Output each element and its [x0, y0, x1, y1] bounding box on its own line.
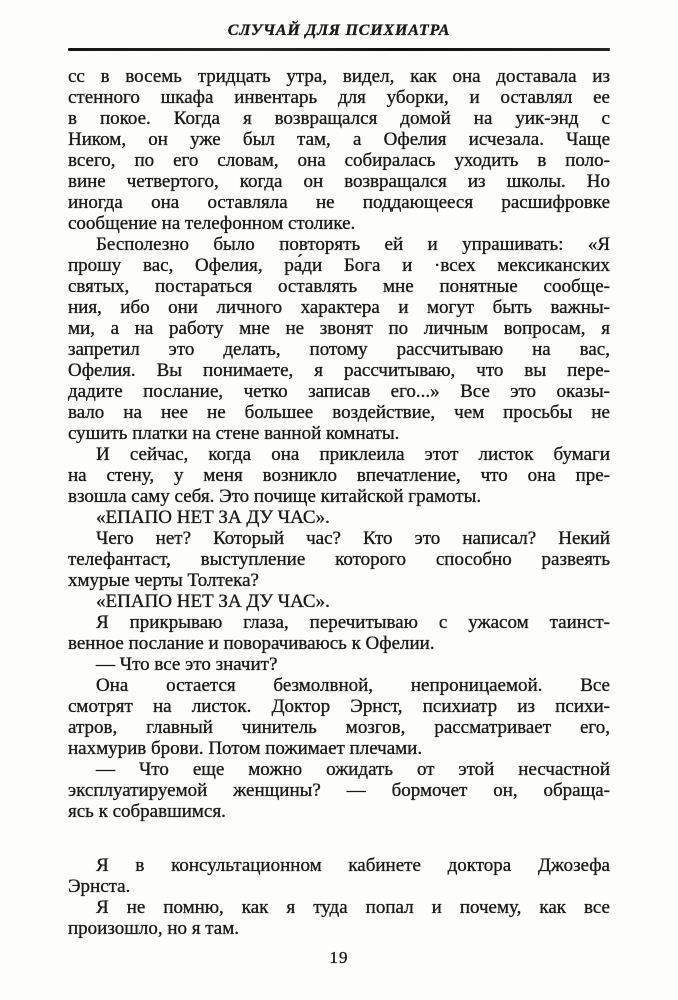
- text-line: «ЕПАПО НЕТ ЗА ДУ ЧАС».: [96, 507, 330, 528]
- text-line: Чего нет? Который час? Кто это написал? Некий: [96, 528, 610, 549]
- text-line: Офелия. Вы понимаете, я рассчитываю, что вы пере-: [68, 360, 610, 381]
- text-line: «ЕПАПО НЕТ ЗА ДУ ЧАС».: [96, 591, 330, 612]
- text-line: взошла саму себя. Это почище китайской грамоты.: [68, 486, 482, 507]
- text-line: смотрят на листок. Доктор Эрнст, психиатр из психи-: [68, 696, 610, 717]
- text-line: — Что еще можно ожидать от этой несчастной: [96, 759, 610, 780]
- text-line: ясь к собравшимся.: [68, 801, 226, 822]
- text-line: вало на нее не большее воздействие, чем просьбы не: [68, 402, 610, 423]
- text-line: дадите послание, четко записав его...» Все это оказы-: [68, 381, 610, 402]
- text-line: телефантаст, выступление которого способно развеять: [68, 549, 610, 570]
- text-line: венное послание и поворачиваюсь к Офелии.: [68, 633, 435, 654]
- text-line: всего, по его словам, она собиралась уходить в поло-: [68, 150, 610, 171]
- text-line: иногда она оставляла не поддающееся расшифровке: [68, 192, 610, 213]
- text-line: произошло, но я там.: [68, 918, 239, 939]
- text-line: прошу вас, Офелия, ра́ди Бога и ·всех мексиканских: [68, 255, 610, 276]
- text-line: сс в восемь тридцать утра, видел, как она доставала из: [68, 66, 610, 87]
- text-line: стенного шкафа инвентарь для уборки, и оставлял ее: [68, 87, 610, 108]
- text-line: Эрнста.: [68, 876, 131, 897]
- text-line: сообщение на телефонном столике.: [68, 213, 356, 234]
- text-line: сушить платки на стене ванной комнаты.: [68, 423, 400, 444]
- text-line: И сейчас, когда она приклеила этот листок бумаги: [96, 444, 610, 465]
- section-break: [68, 822, 610, 855]
- running-header-title: СЛУЧАЙ ДЛЯ ПСИХИАТРА: [227, 22, 451, 39]
- text-line: Я прикрываю глаза, перечитываю с ужасом таинст-: [96, 612, 610, 633]
- header-rule: [68, 48, 610, 51]
- text-line: вине четвертого, когда он возвращался из школы. Но: [68, 171, 610, 192]
- text-line: хмурые черты Толтека?: [68, 570, 259, 591]
- body-text: [68, 66, 610, 939]
- text-line: святых, постараться оставлять мне понятные сообще-: [68, 276, 610, 297]
- text-line: Она остается безмолвной, непроницаемой. Все: [96, 675, 610, 696]
- text-line: нахмурив брови. Потом пожимает плечами.: [68, 738, 423, 759]
- text-line: на стену, у меня возникло впечатление, что она пре-: [68, 465, 610, 486]
- text-line: ми, а на работу мне не звонят по личным вопросам, я: [68, 318, 610, 339]
- text-line: — Что все это значит?: [96, 654, 278, 675]
- text-line: Я в консультационном кабинете доктора Джозефа: [96, 855, 610, 876]
- text-line: в покое. Когда я возвращался домой на уик-энд с: [68, 108, 610, 129]
- text-line: Ником, он уже был там, а Офелия исчезала. Чаще: [68, 129, 610, 150]
- text-line: Бесполезно было повторять ей и упрашивать: «Я: [96, 234, 610, 255]
- page-number: 19: [329, 948, 349, 967]
- text-line: Я не помню, как я туда попал и почему, как все: [96, 897, 610, 918]
- text-line: запретил это делать, потому рассчитываю на вас,: [68, 339, 610, 360]
- text-line: атров, главный чинитель мозгов, рассматривает его,: [68, 717, 610, 738]
- text-line: эксплуатируемой женщины? — бормочет он, обраща-: [68, 780, 610, 801]
- text-line: ния, ибо они личного характера и могут быть важны-: [68, 297, 610, 318]
